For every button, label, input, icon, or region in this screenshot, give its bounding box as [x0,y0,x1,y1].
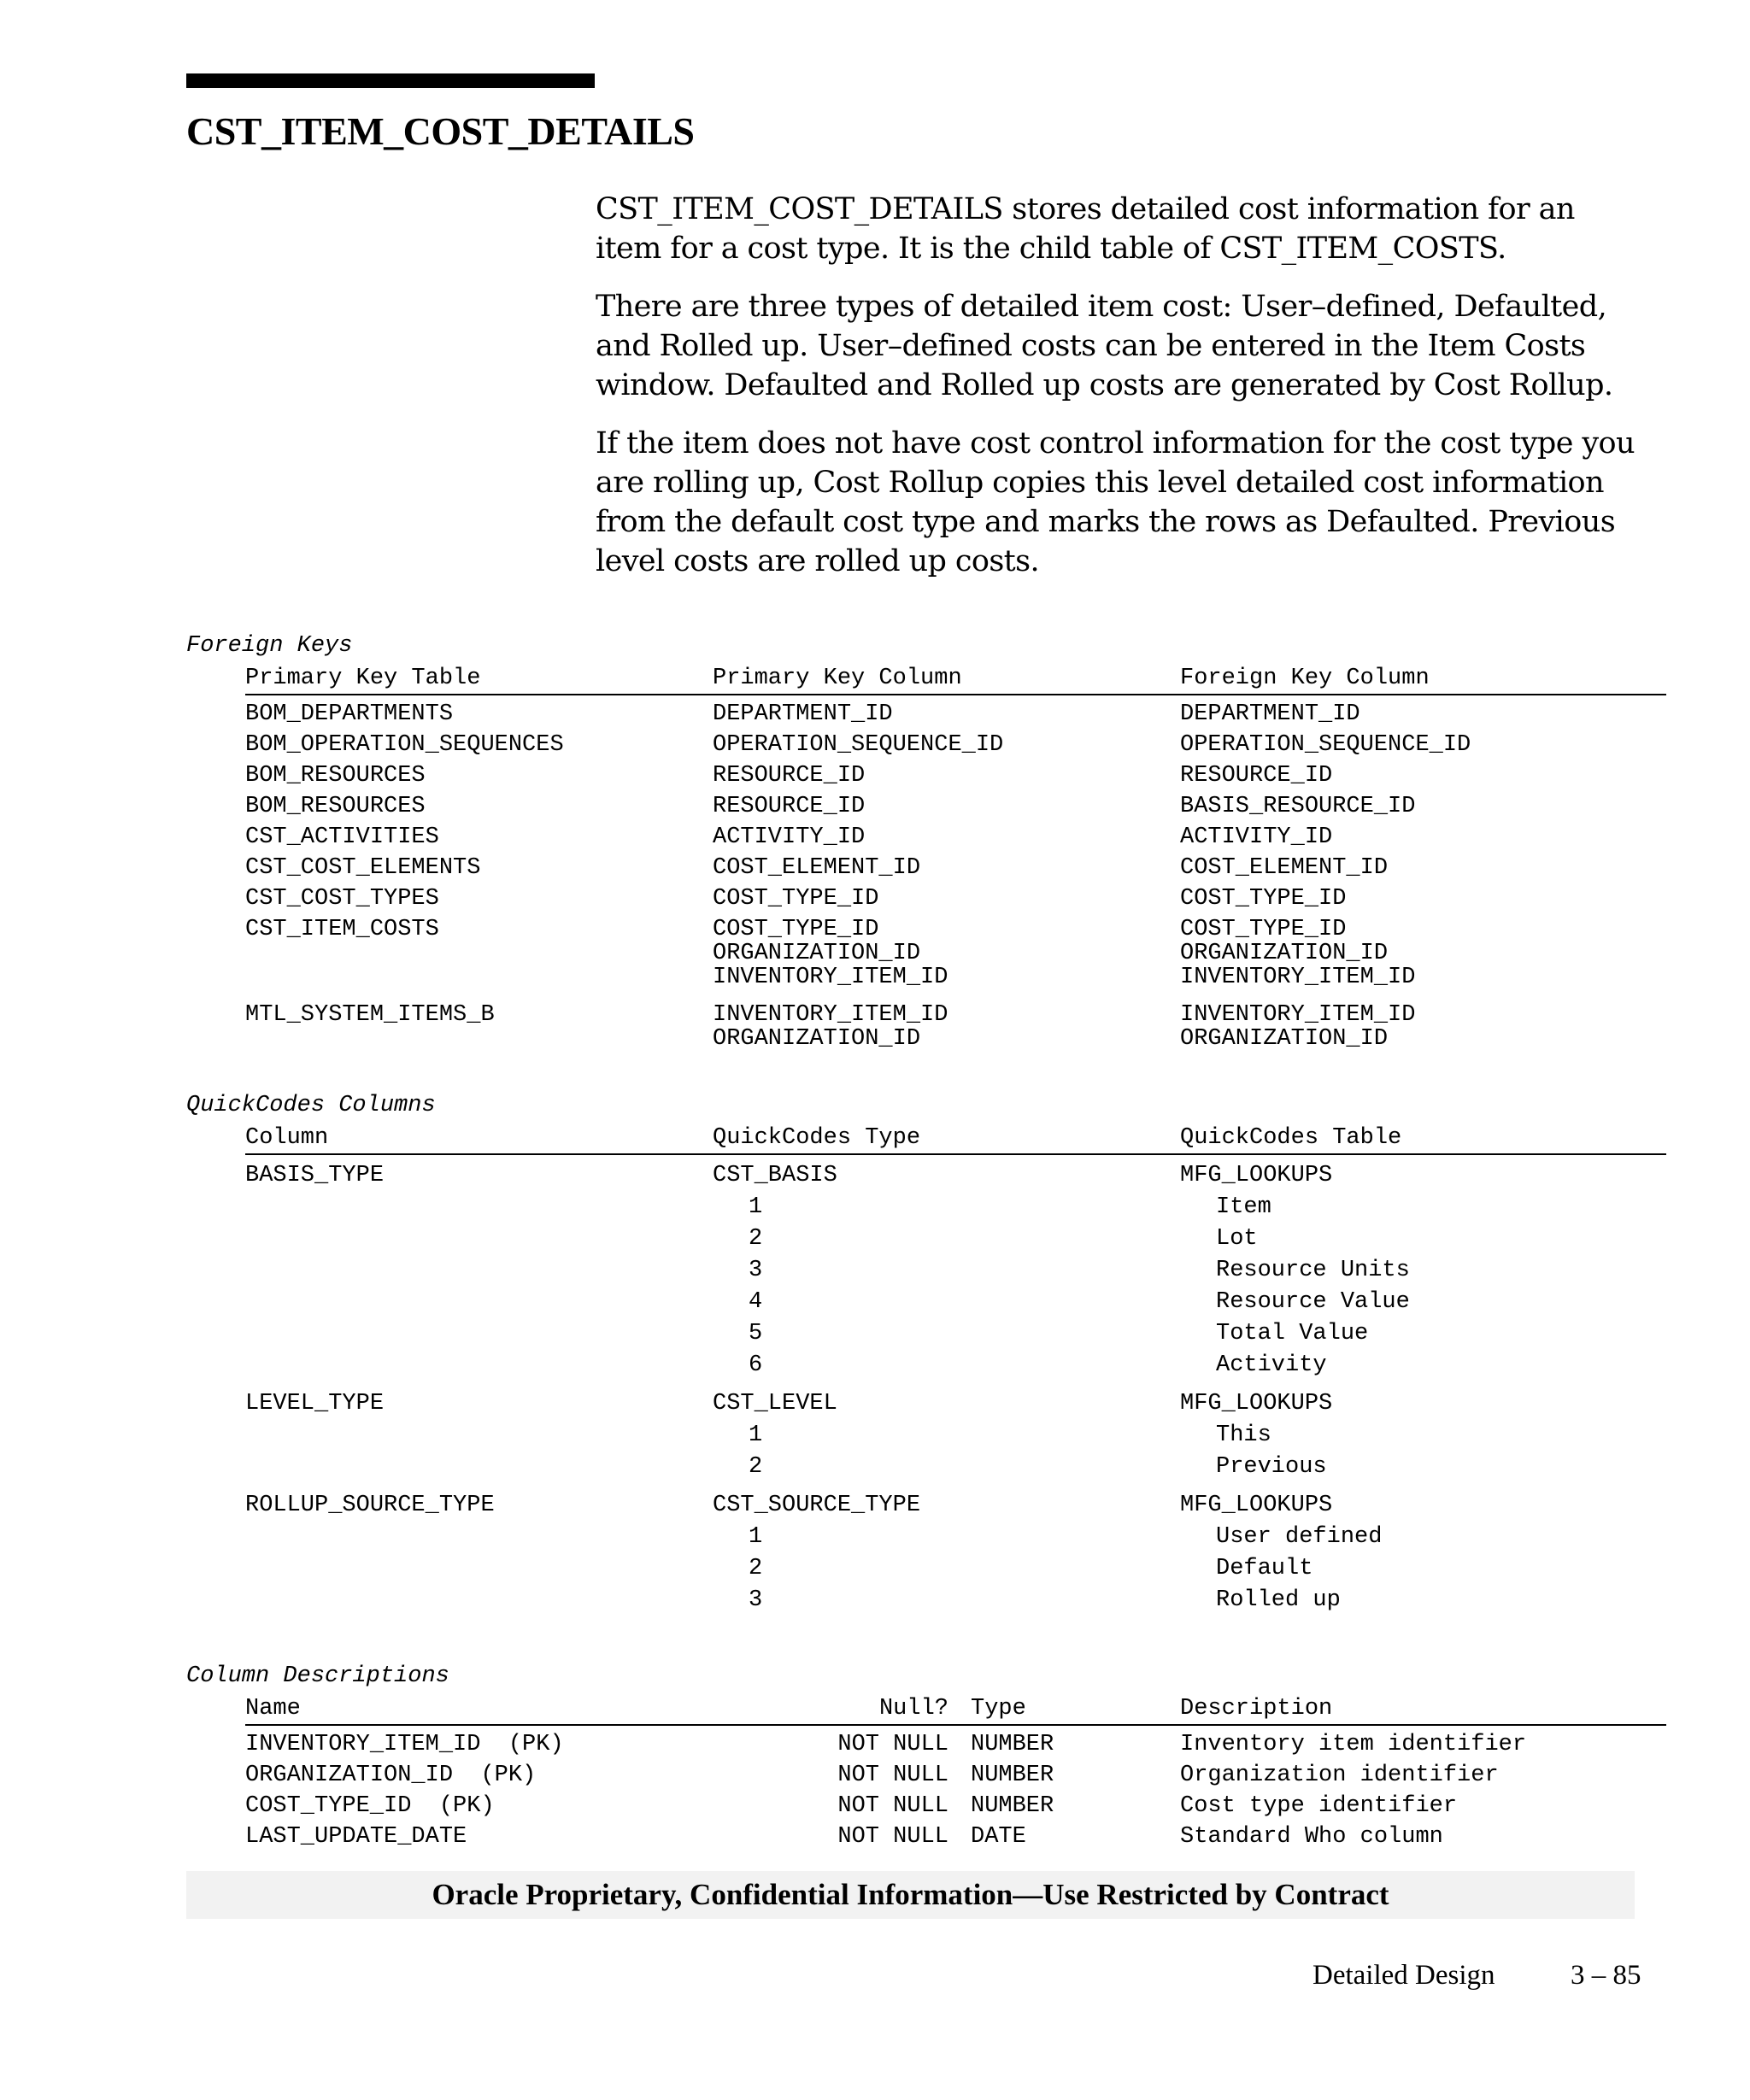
quickcodes-type: CST_BASIS [713,1163,837,1188]
quickcode-value: 4 [749,1289,763,1315]
fk-foreign-key-column [1180,856,1388,880]
intro-paragraph: If the item does not have cost control information for the cost type you are rolling up, Cost Rollup copies this level detailed cost information from the default cost type and marks the rows as Defaulted. Previous level costs are rolled up costs. [596,426,1635,578]
header-quickcodes-type: QuickCodes Type [713,1125,921,1151]
quickcode-meaning: Activity [1216,1352,1327,1378]
fk-primary-table: BOM_OPERATION_SEQUENCES [245,732,564,758]
quickcode-meaning: Resource Units [1216,1258,1410,1283]
quickcodes-type: CST_LEVEL [713,1391,837,1417]
header-type: Type [971,1696,1026,1722]
quickcode-value: 3 [749,1587,763,1613]
fk-primary-key-column [713,795,865,818]
quickcodes-table-name: MFG_LOOKUPS [1180,1391,1333,1417]
column-type: DATE [971,1824,1026,1850]
quickcodes-label: QuickCodes Columns [186,1093,436,1118]
fk-primary-table: BOM_RESOURCES [245,794,426,819]
column-description: Standard Who column [1180,1824,1443,1850]
column-description: Cost type identifier [1180,1793,1458,1819]
fk-primary-key-column-line: RESOURCE_ID [713,794,866,819]
column-type: NUMBER [971,1793,1054,1819]
column-type: NUMBER [971,1763,1054,1788]
quickcodes-table-name: MFG_LOOKUPS [1180,1493,1333,1518]
column-name: ORGANIZATION_ID (PK) [245,1763,537,1788]
quickcode-value: 6 [749,1352,763,1378]
fk-foreign-key-column-line: COST_TYPE_ID [1180,917,1347,942]
fk-foreign-key-column-line: INVENTORY_ITEM_ID [1180,965,1416,990]
column-name: LAST_UPDATE_DATE [245,1824,467,1850]
fk-foreign-key-column-line: COST_TYPE_ID [1180,886,1347,912]
fk-primary-key-column-line: COST_TYPE_ID [713,886,879,912]
fk-primary-key-column [713,856,920,880]
header-name: Name [245,1696,301,1722]
quickcodes-column: ROLLUP_SOURCE_TYPE [245,1493,495,1518]
column-nullability: NOT NULL [837,1763,948,1788]
intro-paragraph: There are three types of detailed item cost: User–defined, Defaulted, and Rolled up. User–defined costs can be entered in the Item Costs window. Defaulted and Rolled up costs are generated by Cost Rollup. [596,290,1613,402]
fk-primary-table: CST_COST_ELEMENTS [245,855,481,881]
fk-primary-key-column-line: INVENTORY_ITEM_ID [713,965,948,990]
fk-foreign-key-column [1180,764,1332,788]
column-name: INVENTORY_ITEM_ID (PK) [245,1732,564,1757]
header-column: Column [245,1125,329,1151]
fk-foreign-key-column-line: BASIS_RESOURCE_ID [1180,794,1416,819]
header-null: Null? [878,1696,948,1722]
quickcode-meaning: Previous [1216,1454,1327,1480]
fk-primary-key-column-line: DEPARTMENT_ID [713,701,893,727]
quickcode-meaning: Lot [1216,1226,1258,1252]
fk-primary-table: BOM_RESOURCES [245,763,426,789]
intro-text [596,190,1647,600]
column-name: COST_TYPE_ID (PK) [245,1793,495,1819]
quickcodes-table-name: MFG_LOOKUPS [1180,1163,1333,1188]
quickcode-value: 1 [749,1422,763,1448]
column-nullability: NOT NULL [837,1824,948,1850]
fk-primary-key-column-line: ACTIVITY_ID [713,824,866,850]
foreign-keys-header [245,663,1666,695]
column-descriptions-header [245,1693,1666,1726]
quickcode-meaning: Item [1216,1194,1271,1220]
fk-foreign-key-column [1180,702,1360,726]
fk-foreign-key-column [1180,918,1415,989]
fk-primary-key-column [713,764,865,788]
header-quickcodes-table: QuickCodes Table [1180,1125,1402,1151]
quickcode-value: 2 [749,1454,763,1480]
header-primary-key-column: Primary Key Column [713,666,962,691]
confidential-notice: Oracle Proprietary, Confidential Information––Use Restricted by Contract [432,1878,1389,1911]
fk-primary-table: CST_COST_TYPES [245,886,439,912]
fk-primary-table: CST_ITEM_COSTS [245,917,439,942]
header-foreign-key-column: Foreign Key Column [1180,666,1430,691]
column-description: Organization identifier [1180,1763,1499,1788]
fk-primary-key-column [713,918,948,989]
column-description: Inventory item identifier [1180,1732,1527,1757]
fk-foreign-key-column-line: INVENTORY_ITEM_ID [1180,1002,1416,1028]
quickcodes-type: CST_SOURCE_TYPE [713,1493,921,1518]
fk-foreign-key-column-line: ACTIVITY_ID [1180,824,1333,850]
fk-foreign-key-column [1180,795,1415,818]
quickcodes-column: BASIS_TYPE [245,1163,385,1188]
quickcode-meaning: Resource Value [1216,1289,1410,1315]
column-descriptions-label: Column Descriptions [186,1663,449,1689]
quickcode-meaning: Rolled up [1216,1587,1341,1613]
fk-foreign-key-column [1180,887,1346,911]
fk-primary-key-column-line: ORGANIZATION_ID [713,1026,921,1052]
fk-primary-table: CST_ACTIVITIES [245,824,439,850]
column-nullability: NOT NULL [837,1732,948,1757]
header-primary-key-table: Primary Key Table [245,666,481,691]
quickcode-meaning: Total Value [1216,1321,1369,1346]
fk-primary-key-column-line: INVENTORY_ITEM_ID [713,1002,948,1028]
fk-foreign-key-column [1180,733,1471,757]
column-nullability: NOT NULL [837,1793,948,1819]
page-title: CST_ITEM_COST_DETAILS [186,109,695,153]
fk-primary-key-column-line: COST_ELEMENT_ID [713,855,921,881]
title-rule [186,73,595,88]
quickcode-value: 3 [749,1258,763,1283]
fk-primary-key-column [713,702,893,726]
quickcode-value: 1 [749,1524,763,1550]
fk-primary-key-column-line: COST_TYPE_ID [713,917,879,942]
quickcode-value: 2 [749,1226,763,1252]
fk-foreign-key-column [1180,825,1332,849]
intro-paragraph: CST_ITEM_COST_DETAILS stores detailed cost information for an item for a cost type. It is the child table of CST_ITEM_COSTS. [596,192,1575,266]
fk-primary-key-column [713,733,1003,757]
quickcode-meaning: Default [1216,1556,1313,1581]
fk-foreign-key-column-line: ORGANIZATION_ID [1180,1026,1389,1052]
fk-foreign-key-column-line: RESOURCE_ID [1180,763,1333,789]
fk-foreign-key-column [1180,1003,1415,1051]
quickcode-value: 5 [749,1321,763,1346]
foreign-keys-label: Foreign Keys [186,633,353,659]
footer-section: Detailed Design [1312,1960,1495,1991]
fk-primary-key-column-line: ORGANIZATION_ID [713,941,921,966]
fk-primary-table: MTL_SYSTEM_ITEMS_B [245,1002,495,1028]
quickcode-value: 1 [749,1194,763,1220]
fk-primary-key-column [713,825,865,849]
fk-primary-key-column-line: OPERATION_SEQUENCE_ID [713,732,1004,758]
quickcode-meaning: This [1216,1422,1271,1448]
quickcode-value: 2 [749,1556,763,1581]
quickcodes-column: LEVEL_TYPE [245,1391,385,1417]
fk-primary-key-column [713,887,878,911]
fk-foreign-key-column-line: ORGANIZATION_ID [1180,941,1389,966]
header-description: Description [1180,1696,1333,1722]
page-number: 3 – 85 [1571,1960,1641,1991]
fk-primary-table: BOM_DEPARTMENTS [245,701,454,727]
fk-foreign-key-column-line: DEPARTMENT_ID [1180,701,1360,727]
fk-foreign-key-column-line: COST_ELEMENT_ID [1180,855,1389,881]
fk-primary-key-column [713,1003,948,1051]
column-type: NUMBER [971,1732,1054,1757]
quickcodes-header [245,1123,1666,1155]
quickcode-meaning: User defined [1216,1524,1383,1550]
fk-foreign-key-column-line: OPERATION_SEQUENCE_ID [1180,732,1471,758]
fk-primary-key-column-line: RESOURCE_ID [713,763,866,789]
